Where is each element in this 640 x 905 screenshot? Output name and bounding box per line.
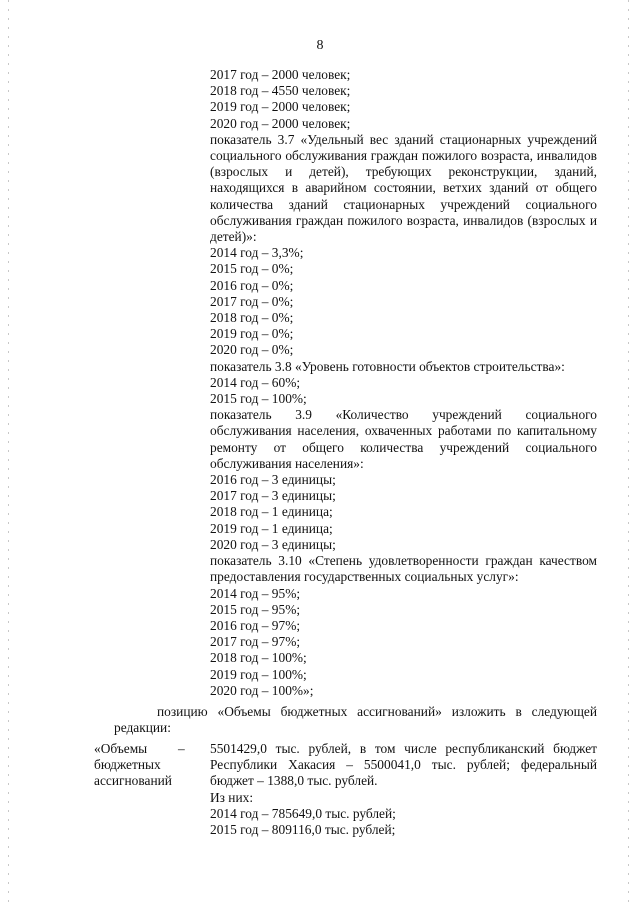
budget-summary: 5501429,0 тыс. рублей, в том числе республиканский бюджет Республики Хакасия – 5500041,0 тыс. рублей; федеральный бюджет – 1388,0 тыс. рублей. (210, 741, 597, 789)
year-value: 2019 год – 1 единица; (210, 520, 333, 536)
year-value: 2019 год – 0%; (210, 326, 294, 342)
year-values-block-a (210, 67, 597, 132)
budget-volumes-label (94, 741, 184, 790)
indicator-3-10-values (210, 586, 597, 699)
label-line: «Объемы (94, 741, 148, 756)
year-value: 2014 год – 3,3%; (210, 245, 304, 261)
indicator-3-8-values (210, 375, 597, 407)
year-value: 2017 год – 2000 человек; (210, 67, 351, 82)
redaction-instruction (114, 704, 597, 736)
of-them-label: Из них: (210, 789, 254, 805)
page-number: 8 (316, 38, 324, 53)
scan-edge-left (8, 0, 9, 905)
year-value: 2014 год – 95%; (210, 585, 301, 601)
indicator-3-10-text: показатель 3.10 «Степень удовлетворенности граждан качеством предоставления государственных социальных услуг»: (210, 553, 597, 585)
indicator-3-9-text: показатель 3.9 «Количество учреждений социального обслуживания населения, охваченных работами по капитальному ремонту от общего количества учреждений социального обслуживания населения»: (210, 407, 597, 471)
year-value: 2015 год – 95%; (210, 601, 301, 617)
redaction-text: позицию «Объемы бюджетных ассигнований» изложить в следующей редакции: (114, 704, 597, 736)
indicators-list (210, 67, 597, 699)
scan-edge-right (628, 0, 629, 905)
budget-volumes-dash: – (178, 741, 185, 756)
year-value: 2020 год – 3 единицы; (210, 536, 336, 552)
year-value: 2018 год – 0%; (210, 310, 294, 326)
year-value: 2018 год – 1 единица; (210, 504, 333, 520)
year-value: 2018 год – 100%; (210, 650, 307, 666)
indicator-3-8-text: показатель 3.8 «Уровень готовности объектов строительства»: (210, 358, 565, 374)
year-value: 2016 год – 97%; (210, 617, 301, 633)
year-value: 2019 год – 100%; (210, 666, 307, 682)
label-line: бюджетных (94, 757, 161, 773)
year-value: 2020 год – 100%»; (210, 682, 314, 698)
year-value: 2019 год – 2000 человек; (210, 99, 351, 115)
indicator-3-7-text: показатель 3.7 «Удельный вес зданий стационарных учреждений социального обслуживания граждан пожилого возраста, инвалидов (взрослых и детей), требующих реконструкции, зданий, находящихся в аварийном состоянии, ветхих зданий от общего количества зданий стационарных учреждений социального обслуживания граждан пожилого возраста, инвалидов (взрослых и детей)»: (210, 131, 597, 245)
year-value: 2020 год – 0%; (210, 342, 294, 358)
year-amount: 2015 год – 809116,0 тыс. рублей; (210, 822, 396, 838)
year-value: 2018 год – 4550 человек; (210, 83, 351, 99)
year-value: 2015 год – 100%; (210, 391, 307, 407)
indicator-3-9-values (210, 472, 597, 553)
year-value: 2017 год – 97%; (210, 634, 301, 650)
label-line: ассигнований (94, 773, 172, 789)
year-value: 2020 год – 2000 человек; (210, 115, 351, 131)
year-value: 2015 год – 0%; (210, 261, 294, 277)
indicator-3-7-values (210, 245, 597, 358)
year-value: 2017 год – 3 единицы; (210, 488, 336, 504)
year-value: 2014 год – 60%; (210, 374, 301, 390)
year-amount: 2014 год – 785649,0 тыс. рублей; (210, 805, 396, 821)
year-value: 2016 год – 3 единицы; (210, 472, 336, 488)
year-value: 2016 год – 0%; (210, 277, 294, 293)
budget-volumes-body (210, 741, 597, 838)
year-value: 2017 год – 0%; (210, 293, 294, 309)
